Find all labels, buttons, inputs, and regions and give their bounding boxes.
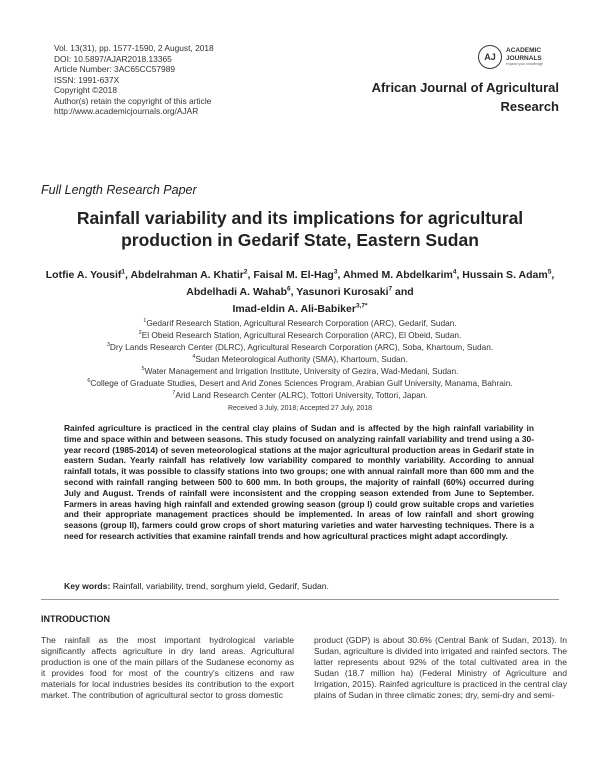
author: Abdelrahman A. Khatir$^2$, [130, 268, 254, 281]
author-list [40, 265, 560, 316]
affiliation-list [30, 316, 570, 400]
meta-copyright: Copyright ©2018 [54, 85, 117, 95]
affiliation: $^5$Water Management and Irrigation Institute, University of Gezira, Wad-Medani, Sudan. [141, 365, 459, 376]
logo-tagline: expand your knowledge [506, 62, 543, 66]
author: Abdelhadi A. Wahab$^6$, [186, 285, 297, 298]
publisher-logo [478, 45, 570, 71]
intro-column-right: product (GDP) is about 30.6% (Central Bank of Sudan, 2013). In Sudan, agriculture is divided into irrigated and rainfed sectors. The latter represents about 92% of the total cultivated area in the Sudan (18.7 million ha) (Federal Ministry of Agriculture and Irrigation, 2015). Rainfed agriculture is practiced in the central clay plains of Sudan in three climatic zones; dry, semi-dry and semi- [314, 635, 567, 701]
affiliation: $^2$El Obeid Research Station, Agricultural Research Corporation (ARC), El Obeid, Sudan. [138, 329, 462, 340]
keywords-label: Key words: [64, 581, 111, 591]
article-metadata [54, 43, 214, 117]
author: Lotfie A. Yousif$^1$, [45, 268, 131, 281]
journal-name: African Journal of Agricultural Research [371, 80, 559, 114]
paper-type: Full Length Research Paper [41, 183, 197, 197]
affiliation: $^1$Gedarif Research Station, Agricultural Research Corporation (ARC), Gedarif, Sudan. [143, 317, 457, 328]
affiliation: $^3$Dry Lands Research Center (DLRC), Agricultural Research Corporation (ARC), Soba, Khartoum, Sudan. [106, 341, 494, 352]
logo-wordmark: ACADEMIC JOURNALS [506, 47, 542, 62]
keywords-text: Rainfall, variability, trend, sorghum yield, Gedarif, Sudan. [112, 581, 329, 591]
meta-doi: DOI: 10.5897/AJAR2018.13365 [54, 53, 172, 64]
affiliation: $^4$Sudan Meteorological Authority (SMA), Khartoum, Sudan. [192, 353, 408, 364]
affiliation: $^6$College of Graduate Studies, Desert and Arid Zones Sciences Program, Arabian Gulf University, Manama, Bahrain. [87, 377, 513, 388]
meta-rights: Author(s) retain the copyright of this article [54, 95, 212, 106]
meta-article-number: Article Number: 3AC65CC57989 [54, 64, 176, 74]
author: Ahmed M. Abdelkarim$^4$, [342, 268, 463, 281]
author: Faisal M. El-Hag$^3$, [253, 268, 343, 281]
meta-volume: Vol. 13(31), pp. 1577-1590, 2 August, 2018 [54, 43, 214, 53]
author: Hussain S. Adam$^5$, [462, 268, 555, 281]
received-dates: Received 3 July, 2018; Accepted 27 July, 2018 [227, 405, 373, 412]
paper-title: Rainfall variability and its implications for agricultural production in Gedarif State, Eastern Sudan [76, 208, 524, 250]
author: Yasunori Kurosaki$^7$ and [296, 285, 414, 298]
affiliation: $^7$Arid Land Research Center (ALRC), Tottori University, Tottori, Japan. [172, 389, 428, 400]
section-divider [41, 599, 559, 600]
abstract: Rainfed agriculture is practiced in the central clay plains of Sudan and is affected by the high rainfall variability in time and space within and between seasons. This study focused on analyzing rainfall variability and trend using a 30-year record (1985-2014) of seven meteorological stations at the major agricultural production areas in Gedarif state in eastern Sudan. Yearly rainfall has relatively low variability compared to monthly variability. According to annual rainfall totals, it was possible to classify stations into two groups; one with annual rainfall more than 600 mm and the second with rainfall ranging between 500 to 600 mm. In both groups, the majority of rainfall (60%) occurred during July and August. Trends of rainfall were inconsistent and the cropping season extended from June to September. Farmers in areas having high rainfall and extended growing season (group I) could grow suitable crops and varieties and their appropriate management practices should be implemented. In areas of low rainfall and short growing seasons (group II), farmers could grow crops of short maturing varieties and water harvesting techniques. There is a need for research activities that examine rainfall trends and how agricultural practices might adapt accordingly. [64, 423, 534, 541]
intro-column-left: The rainfall as the most important hydrological variable significantly affects agriculture in dry land areas. Agricultural production is one of the main pillars of the Sudanese economy as it provides food for most of the country's citizens and raw materials for local industries besides its contribution to the export market. The contribution of agricultural sector to gross domestic [41, 635, 294, 701]
aj-logo-icon: AJ [478, 45, 502, 69]
keywords [64, 581, 329, 591]
author: Imad-eldin A. Ali-Babiker$^{3,7*}$ [232, 302, 368, 315]
meta-url[interactable]: http://www.academicjournals.org/AJAR [54, 106, 199, 116]
section-heading-introduction: INTRODUCTION [41, 614, 110, 624]
meta-issn: ISSN: 1991-637X [54, 74, 120, 85]
